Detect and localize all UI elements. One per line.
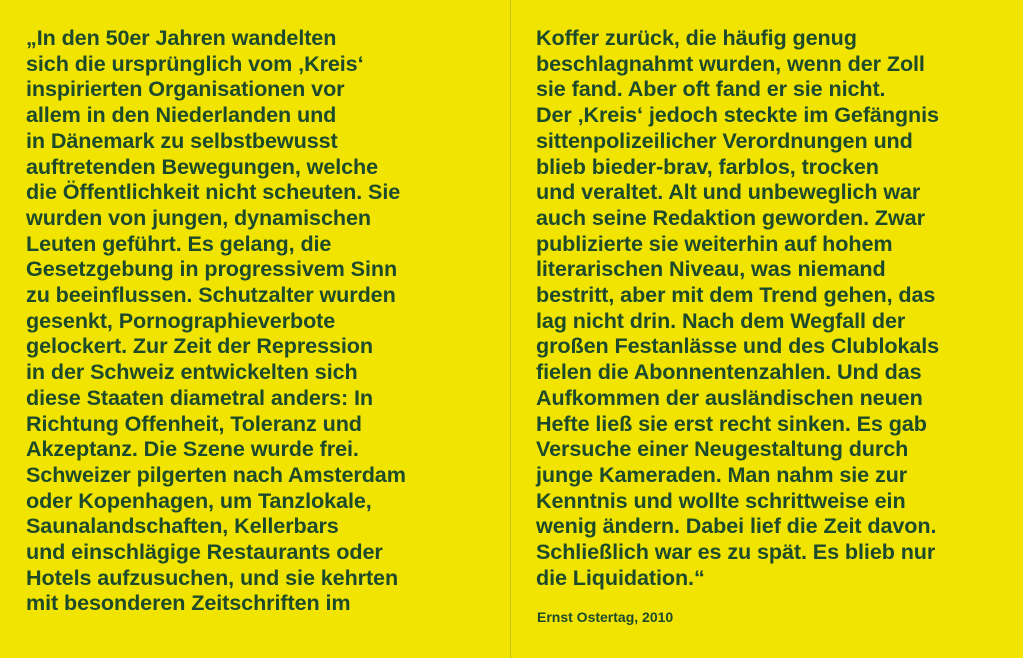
text-line: die Öffentlichkeit nicht scheuten. Sie <box>26 179 401 205</box>
text-line: sittenpolizeilicher Verordnungen und <box>536 127 913 153</box>
text-line: junge Kameraden. Man nahm sie zur <box>536 461 908 487</box>
text-line: auftretenden Bewegungen, welche <box>26 153 379 179</box>
text-line: zu beeinflussen. Schutzalter wurden <box>26 282 396 308</box>
left-page-text <box>26 25 506 616</box>
text-line: Leuten geführt. Es gelang, die <box>26 230 332 256</box>
text-line: wenig ändern. Dabei lief die Zeit davon. <box>536 513 937 539</box>
quote-attribution: Ernst Ostertag, 2010 <box>537 609 674 625</box>
text-line: großen Festanlässe und des Clublokals <box>536 333 940 359</box>
text-line: sie fand. Aber oft fand er sie nicht. <box>536 76 886 102</box>
text-line: und einschlägige Restaurants oder <box>26 539 383 565</box>
text-line: lag nicht drin. Nach dem Wegfall der <box>536 307 906 333</box>
text-line: Hotels aufzusuchen, und sie kehrten <box>26 564 399 590</box>
text-line: Versuche einer Neugestaltung durch <box>536 436 909 462</box>
text-line: wurden von jungen, dynamischen <box>26 204 371 230</box>
text-line: „In den 50er Jahren wandelten <box>26 25 337 50</box>
text-line: blieb bieder-brav, farblos, trocken <box>536 153 879 179</box>
text-line: mit besonderen Zeitschriften im <box>26 590 351 616</box>
page-gutter <box>510 0 511 658</box>
text-line: Der ‚Kreis‘ jedoch steckte im Gefängnis <box>536 102 939 128</box>
text-line: fielen die Abonnentenzahlen. Und das <box>536 359 922 385</box>
right-page-text <box>536 25 1016 590</box>
text-line: in Dänemark zu selbstbewusst <box>26 127 338 153</box>
text-line: publizierte sie weiterhin auf hohem <box>536 230 893 256</box>
text-line: Kenntnis und wollte schrittweise ein <box>536 487 906 513</box>
text-line: die Liquidation.“ <box>536 564 705 590</box>
text-line: oder Kopenhagen, um Tanzlokale, <box>26 487 372 513</box>
text-line: Schließlich war es zu spät. Es blieb nur <box>536 539 936 565</box>
text-line: Richtung Offenheit, Toleranz und <box>26 410 362 436</box>
text-line: in der Schweiz entwickelten sich <box>26 359 358 385</box>
text-line: Gesetzgebung in progressivem Sinn <box>26 256 398 282</box>
text-line: inspirierten Organisationen vor <box>26 76 345 102</box>
text-line: Koffer zurück, die häufig genug <box>536 25 857 50</box>
text-line: bestritt, aber mit dem Trend gehen, das <box>536 282 936 308</box>
text-line: gesenkt, Pornographieverbote <box>26 307 336 333</box>
text-line: Hefte ließ sie erst recht sinken. Es gab <box>536 410 927 436</box>
text-line: sich die ursprünglich vom ‚Kreis‘ <box>26 50 364 76</box>
text-line: diese Staaten diametral anders: In <box>26 384 374 410</box>
text-line: auch seine Redaktion geworden. Zwar <box>536 204 925 230</box>
text-line: allem in den Niederlanden und <box>26 102 337 128</box>
text-line: Schweizer pilgerten nach Amsterdam <box>26 461 406 487</box>
text-line: beschlagnahmt wurden, wenn der Zoll <box>536 50 925 76</box>
text-line: Aufkommen der ausländischen neuen <box>536 384 923 410</box>
text-line: Akzeptanz. Die Szene wurde frei. <box>26 436 359 462</box>
text-line: literarischen Niveau, was niemand <box>536 256 886 282</box>
text-line: gelockert. Zur Zeit der Repression <box>26 333 373 359</box>
text-line: Saunalandschaften, Kellerbars <box>26 513 339 539</box>
text-line: und veraltet. Alt und unbeweglich war <box>536 179 921 205</box>
